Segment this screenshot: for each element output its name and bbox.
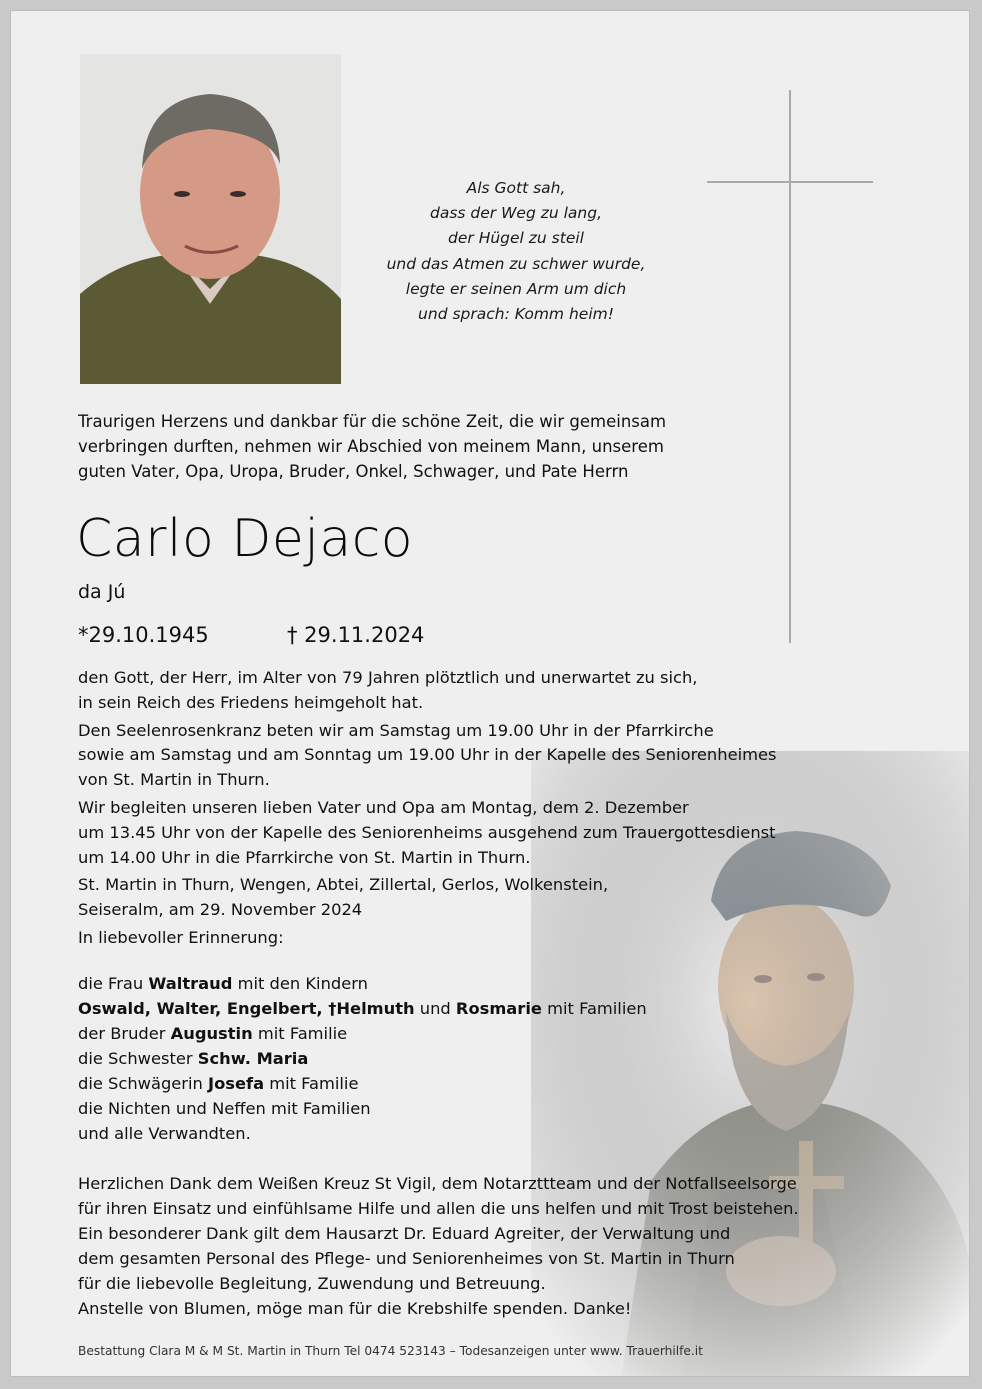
thanks-line: Herzlichen Dank dem Weißen Kreuz St Vigil, dem Notarzttteam und der Notfallseelsorge	[78, 1174, 797, 1193]
body-line: um 14.00 Uhr in die Pfarrkirche von St. Martin in Thurn.	[78, 847, 531, 867]
body-line: Wir begleiten unseren lieben Vater und Opa am Montag, dem 2. Dezember	[78, 797, 689, 817]
thanks-line: für die liebevolle Begleitung, Zuwendung und Betreuung.	[78, 1274, 546, 1293]
mourner-line: Oswald, Walter, Engelbert, †Helmuth und Rosmarie mit Familien	[78, 999, 647, 1018]
paragraph-place-date	[78, 873, 838, 923]
mourner-line: der Bruder Augustin mit Familie	[78, 1024, 348, 1043]
intro-text	[78, 409, 718, 484]
body-line: sowie am Samstag und am Sonntag um 19.00 Uhr in der Kapelle des Seniorenheimes	[78, 745, 777, 765]
body-line: den Gott, der Herr, im Alter von 79 Jahren plötztlich und unerwartet zu sich,	[78, 668, 698, 687]
body-line: In liebevoller Erinnerung:	[78, 927, 284, 947]
mourner-line: die Schwägerin Josefa mit Familie	[78, 1074, 359, 1093]
poem-line: und das Atmen zu schwer wurde,	[386, 254, 646, 273]
body-line: Den Seelenrosenkranz beten wir am Samstag um 19.00 Uhr in der Pfarrkirche	[78, 720, 714, 740]
intro-line: verbringen durften, nehmen wir Abschied von meinem Mann, unserem	[78, 437, 664, 456]
thanks-text	[78, 1171, 799, 1321]
mourners-list	[78, 971, 647, 1146]
paragraph-funeral	[78, 796, 838, 870]
mourner-line: und alle Verwandten.	[78, 1124, 251, 1143]
death-date: † 29.11.2024	[287, 623, 425, 647]
birth-date: *29.10.1945	[78, 623, 209, 647]
body-line: von St. Martin in Thurn.	[78, 770, 270, 790]
thanks-line: für ihren Einsatz und einfühlsame Hilfe und allen die uns helfen und mit Trost beistehen.	[78, 1199, 799, 1218]
obituary-page	[10, 10, 970, 1377]
cross-icon-vertical	[789, 90, 791, 643]
paragraph-remembrance	[78, 926, 838, 951]
poem-line: und sprach: Komm heim!	[418, 305, 614, 324]
body-line: Seiseralm, am 29. November 2024	[78, 900, 363, 920]
body-line: um 13.45 Uhr von der Kapelle des Seniorenheims ausgehend zum Trauergottesdienst	[78, 822, 776, 842]
poem-line: dass der Weg zu lang,	[430, 204, 602, 223]
cross-icon-horizontal	[707, 181, 873, 183]
thanks-line: dem gesamten Personal des Pflege- und Seniorenheimes von St. Martin in Thurn	[78, 1249, 735, 1268]
poem-line: Als Gott sah,	[466, 179, 566, 197]
thanks-line: Ein besonderer Dank gilt dem Hausarzt Dr. Eduard Agreiter, der Verwaltung und	[78, 1224, 731, 1243]
announcement-body	[78, 666, 838, 954]
poem-line: der Hügel zu steil	[448, 229, 584, 248]
mourner-line: die Nichten und Neffen mit Familien	[78, 1099, 371, 1118]
intro-line: guten Vater, Opa, Uropa, Bruder, Onkel, Schwager, und Pate Herrn	[78, 462, 629, 481]
body-line: in sein Reich des Friedens heimgeholt hat.	[78, 692, 424, 712]
poem-line: legte er seinen Arm um dich	[405, 279, 627, 298]
thanks-line: Anstelle von Blumen, möge man für die Krebshilfe spenden. Danke!	[78, 1299, 632, 1318]
deceased-photo	[80, 54, 341, 384]
paragraph-death	[78, 666, 838, 716]
memorial-poem	[351, 176, 681, 327]
intro-line: Traurigen Herzens und dankbar für die schöne Zeit, die wir gemeinsam	[78, 412, 667, 431]
body-line: St. Martin in Thurn, Wengen, Abtei, Zillertal, Gerlos, Wolkenstein,	[78, 875, 609, 895]
deceased-name: Carlo Dejaco	[76, 509, 414, 569]
paragraph-rosary	[78, 719, 838, 793]
mourner-line: die Frau Waltraud mit den Kindern	[78, 974, 368, 993]
funeral-home-footer: Bestattung Clara M & M St. Martin in Thurn Tel 0474 523143 – Todesanzeigen unter www. Trauerhilfe.it	[78, 1344, 703, 1358]
deceased-nickname: da Jú	[78, 581, 126, 603]
mourner-line: die Schwester Schw. Maria	[78, 1049, 309, 1068]
